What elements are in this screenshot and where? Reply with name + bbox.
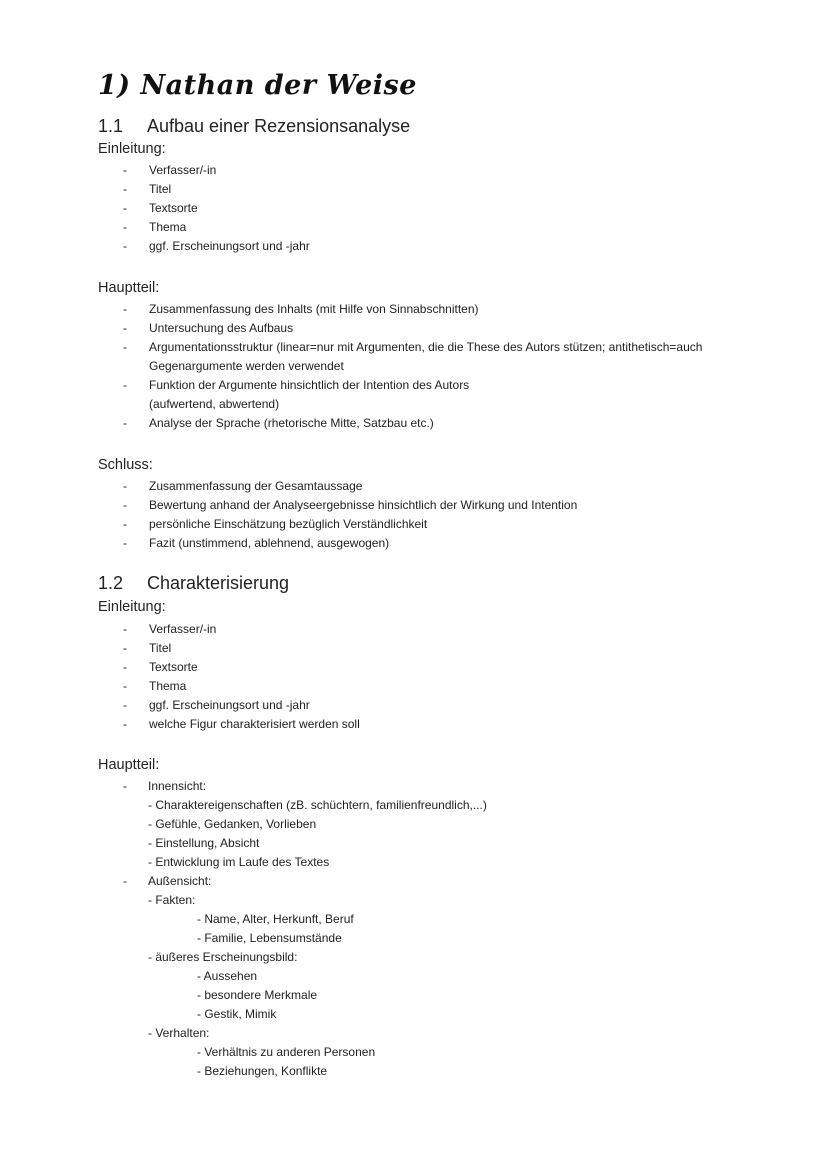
section-heading-1-1: [98, 116, 410, 137]
section-title: Aufbau einer Rezensionsanalyse: [147, 116, 411, 136]
section-title: Charakterisierung: [147, 573, 290, 593]
main-label: Hauptteil:: [98, 280, 160, 296]
section-number: 1.1: [98, 116, 124, 136]
page-title: 1) Nathan der Weise: [98, 70, 417, 101]
main-label: Hauptteil:: [98, 757, 160, 773]
intro-label: Einleitung:: [98, 141, 166, 157]
document-page: 1) Nathan der Weise 1.1 Aufbau einer Rezensionsanalyse Einleitung: - Verfasser/-in - Titel - Textsorte - Thema - ggf. Erscheinungsort und -jahr Hauptteil: - Zusammenfassung des Inhalts (mit Hilfe von Sinnabschnitten) - Untersuchung des Aufbaus - Argumentationsstruktur (linear=nur mit Argumenten, die die These des Autors stützen; antithetisch=auch Gegenargumente werden verwendet - Funktion der Argumente hinsichtlich der Intention des Autors (aufwertend, abwertend) - Analyse der Sprache (rhetorische Mitte, Satzbau etc.) Schluss: - Zusammenfassung der Gesamtaussage - Bewertung anhand der Analyseergebnisse hinsichtlich der Wirkung und Intention - persönliche Einschätzung bezüglich Verständlichkeit - Fazit (unstimmend, ablehnend, ausgewogen) 1.2 Charakterisierung Einleitung: - Verfasser/-in - Titel - Textsorte - Thema - ggf. Erscheinungsort und -jahr - welche Figur charakterisiert werden soll Hauptteil: - Innensicht: - Charaktereigenschaften (zB. schüchtern, familienfreundlich,...) - Gefühle, Gedanken, Vorlieben - Einstellung, Absicht - Entwicklung im Laufe des Textes - Außensicht: - Fakten: - Name, Alter, Herkunft, Beruf - Familie, Lebensumstände - äußeres Erscheinungsbild: - Aussehen - besondere Merkmale - Gestik, Mimik - Verhalten: - Verhältnis zu anderen Personen - Beziehungen, Konflikte: [98, 70, 703, 1078]
end-label: Schluss:: [98, 457, 153, 473]
section-number: 1.2: [98, 573, 124, 593]
section-heading-1-2: [98, 573, 289, 594]
intro-label: Einleitung:: [98, 599, 166, 615]
